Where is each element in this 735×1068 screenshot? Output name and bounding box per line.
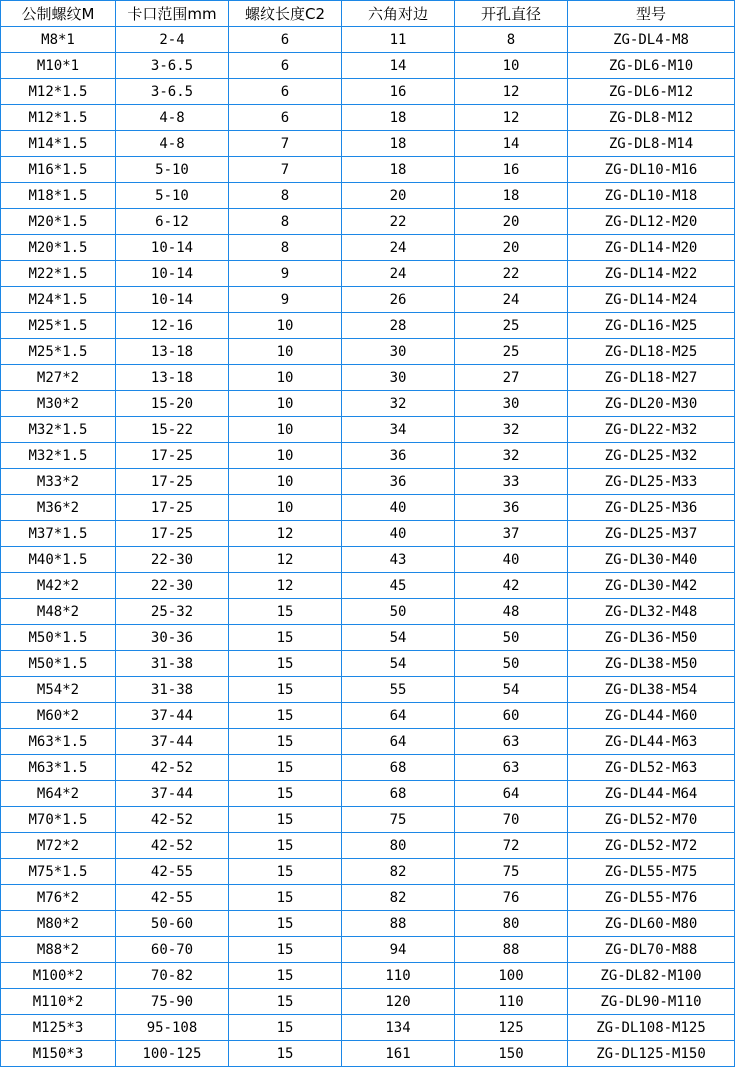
cell-thread-length: 10 [229, 365, 342, 391]
table-row [1, 183, 735, 209]
table-row [1, 781, 735, 807]
cell-clamp-range: 3-6.5 [116, 53, 229, 79]
table-row [1, 703, 735, 729]
header-model: 型号 [568, 1, 735, 27]
cell-hole-diameter: 22 [455, 261, 568, 287]
table-row [1, 729, 735, 755]
cell-hex-across-flats: 55 [342, 677, 455, 703]
cell-model: ZG-DL38-M54 [568, 677, 735, 703]
table-row [1, 365, 735, 391]
cell-clamp-range: 31-38 [116, 677, 229, 703]
cell-thread: M54*2 [1, 677, 116, 703]
cell-clamp-range: 2-4 [116, 27, 229, 53]
cell-model: ZG-DL36-M50 [568, 625, 735, 651]
cell-hex-across-flats: 30 [342, 365, 455, 391]
cell-model: ZG-DL125-M150 [568, 1041, 735, 1067]
cell-clamp-range: 60-70 [116, 937, 229, 963]
cell-thread: M125*3 [1, 1015, 116, 1041]
cell-model: ZG-DL52-M70 [568, 807, 735, 833]
cell-hole-diameter: 60 [455, 703, 568, 729]
cell-thread: M18*1.5 [1, 183, 116, 209]
cell-model: ZG-DL70-M88 [568, 937, 735, 963]
cell-model: ZG-DL55-M76 [568, 885, 735, 911]
cell-hole-diameter: 72 [455, 833, 568, 859]
cell-hole-diameter: 36 [455, 495, 568, 521]
cell-hole-diameter: 12 [455, 105, 568, 131]
cell-thread-length: 10 [229, 339, 342, 365]
cell-model: ZG-DL14-M22 [568, 261, 735, 287]
cell-thread: M48*2 [1, 599, 116, 625]
cell-thread-length: 8 [229, 235, 342, 261]
table-row [1, 963, 735, 989]
cell-clamp-range: 31-38 [116, 651, 229, 677]
cell-hole-diameter: 37 [455, 521, 568, 547]
table-row [1, 339, 735, 365]
cell-thread-length: 6 [229, 53, 342, 79]
cell-model: ZG-DL18-M27 [568, 365, 735, 391]
cell-thread: M27*2 [1, 365, 116, 391]
cell-thread-length: 6 [229, 79, 342, 105]
cell-clamp-range: 3-6.5 [116, 79, 229, 105]
cell-hole-diameter: 20 [455, 235, 568, 261]
cell-hole-diameter: 125 [455, 1015, 568, 1041]
cell-model: ZG-DL18-M25 [568, 339, 735, 365]
cell-hex-across-flats: 30 [342, 339, 455, 365]
cell-clamp-range: 17-25 [116, 521, 229, 547]
cell-model: ZG-DL32-M48 [568, 599, 735, 625]
cell-hole-diameter: 42 [455, 573, 568, 599]
cell-hole-diameter: 110 [455, 989, 568, 1015]
cell-thread-length: 12 [229, 547, 342, 573]
cell-clamp-range: 12-16 [116, 313, 229, 339]
cell-hex-across-flats: 134 [342, 1015, 455, 1041]
cell-hole-diameter: 20 [455, 209, 568, 235]
cell-hole-diameter: 88 [455, 937, 568, 963]
cell-clamp-range: 15-22 [116, 417, 229, 443]
cell-thread-length: 15 [229, 755, 342, 781]
cell-clamp-range: 22-30 [116, 573, 229, 599]
cell-hex-across-flats: 94 [342, 937, 455, 963]
cell-thread: M60*2 [1, 703, 116, 729]
cell-thread: M22*1.5 [1, 261, 116, 287]
header-hole-diameter: 开孔直径 [455, 1, 568, 27]
table-row [1, 79, 735, 105]
cell-hex-across-flats: 18 [342, 157, 455, 183]
cell-hole-diameter: 100 [455, 963, 568, 989]
cell-model: ZG-DL52-M72 [568, 833, 735, 859]
cell-thread: M25*1.5 [1, 339, 116, 365]
cell-thread-length: 6 [229, 105, 342, 131]
cell-thread-length: 15 [229, 599, 342, 625]
cell-thread-length: 10 [229, 495, 342, 521]
table-row [1, 573, 735, 599]
cell-thread-length: 15 [229, 1015, 342, 1041]
cell-model: ZG-DL4-M8 [568, 27, 735, 53]
cell-thread: M80*2 [1, 911, 116, 937]
cell-hole-diameter: 63 [455, 729, 568, 755]
cell-hex-across-flats: 28 [342, 313, 455, 339]
cell-clamp-range: 4-8 [116, 105, 229, 131]
cell-hex-across-flats: 82 [342, 885, 455, 911]
cell-hex-across-flats: 20 [342, 183, 455, 209]
cell-thread-length: 15 [229, 651, 342, 677]
cell-model: ZG-DL60-M80 [568, 911, 735, 937]
table-row [1, 391, 735, 417]
cell-hex-across-flats: 45 [342, 573, 455, 599]
table-row [1, 1015, 735, 1041]
table-row [1, 495, 735, 521]
cell-thread: M8*1 [1, 27, 116, 53]
cell-model: ZG-DL8-M12 [568, 105, 735, 131]
cell-hole-diameter: 18 [455, 183, 568, 209]
cell-hex-across-flats: 18 [342, 131, 455, 157]
table-row [1, 833, 735, 859]
cell-thread: M33*2 [1, 469, 116, 495]
cell-hole-diameter: 32 [455, 417, 568, 443]
cell-hex-across-flats: 34 [342, 417, 455, 443]
cell-hex-across-flats: 64 [342, 729, 455, 755]
cell-model: ZG-DL30-M42 [568, 573, 735, 599]
cell-clamp-range: 22-30 [116, 547, 229, 573]
cell-thread: M70*1.5 [1, 807, 116, 833]
cell-hex-across-flats: 80 [342, 833, 455, 859]
cell-hole-diameter: 40 [455, 547, 568, 573]
cell-thread: M12*1.5 [1, 105, 116, 131]
table-row [1, 105, 735, 131]
cell-hole-diameter: 16 [455, 157, 568, 183]
cell-hex-across-flats: 64 [342, 703, 455, 729]
cell-hex-across-flats: 43 [342, 547, 455, 573]
cell-thread-length: 8 [229, 209, 342, 235]
table-row [1, 157, 735, 183]
cell-thread: M20*1.5 [1, 209, 116, 235]
cell-clamp-range: 37-44 [116, 703, 229, 729]
cell-thread: M64*2 [1, 781, 116, 807]
cell-model: ZG-DL25-M33 [568, 469, 735, 495]
table-row [1, 313, 735, 339]
cell-hole-diameter: 33 [455, 469, 568, 495]
cell-thread-length: 15 [229, 781, 342, 807]
cell-clamp-range: 95-108 [116, 1015, 229, 1041]
cell-hole-diameter: 25 [455, 339, 568, 365]
table-row [1, 235, 735, 261]
cell-hole-diameter: 150 [455, 1041, 568, 1067]
cell-thread-length: 15 [229, 833, 342, 859]
table-row [1, 677, 735, 703]
cell-clamp-range: 30-36 [116, 625, 229, 651]
cell-thread: M24*1.5 [1, 287, 116, 313]
cell-model: ZG-DL10-M18 [568, 183, 735, 209]
cell-model: ZG-DL10-M16 [568, 157, 735, 183]
cell-thread-length: 12 [229, 521, 342, 547]
table-row [1, 53, 735, 79]
cell-thread-length: 9 [229, 287, 342, 313]
cell-clamp-range: 42-52 [116, 833, 229, 859]
cell-hex-across-flats: 24 [342, 261, 455, 287]
cell-hole-diameter: 76 [455, 885, 568, 911]
table-row [1, 807, 735, 833]
table-row [1, 859, 735, 885]
table-row [1, 417, 735, 443]
cell-clamp-range: 10-14 [116, 287, 229, 313]
cell-model: ZG-DL14-M24 [568, 287, 735, 313]
cell-hole-diameter: 63 [455, 755, 568, 781]
cell-hex-across-flats: 36 [342, 443, 455, 469]
cell-thread-length: 7 [229, 157, 342, 183]
cell-hex-across-flats: 16 [342, 79, 455, 105]
table-row [1, 989, 735, 1015]
cell-hole-diameter: 70 [455, 807, 568, 833]
table-row [1, 443, 735, 469]
cell-model: ZG-DL8-M14 [568, 131, 735, 157]
cell-clamp-range: 42-52 [116, 755, 229, 781]
cell-clamp-range: 100-125 [116, 1041, 229, 1067]
cell-hex-across-flats: 26 [342, 287, 455, 313]
cell-thread-length: 15 [229, 807, 342, 833]
cell-hex-across-flats: 40 [342, 521, 455, 547]
cell-thread: M72*2 [1, 833, 116, 859]
cell-hex-across-flats: 68 [342, 781, 455, 807]
cell-thread: M37*1.5 [1, 521, 116, 547]
cell-model: ZG-DL38-M50 [568, 651, 735, 677]
cell-thread: M75*1.5 [1, 859, 116, 885]
cell-clamp-range: 75-90 [116, 989, 229, 1015]
cell-clamp-range: 13-18 [116, 339, 229, 365]
cell-thread: M42*2 [1, 573, 116, 599]
cell-thread: M36*2 [1, 495, 116, 521]
cell-thread-length: 15 [229, 885, 342, 911]
cell-thread-length: 15 [229, 1041, 342, 1067]
cell-model: ZG-DL44-M60 [568, 703, 735, 729]
cell-thread-length: 10 [229, 443, 342, 469]
cell-thread: M88*2 [1, 937, 116, 963]
cell-thread: M150*3 [1, 1041, 116, 1067]
cell-hole-diameter: 27 [455, 365, 568, 391]
header-clamp-range: 卡口范围mm [116, 1, 229, 27]
cell-hex-across-flats: 82 [342, 859, 455, 885]
cell-thread-length: 15 [229, 703, 342, 729]
table-row [1, 521, 735, 547]
cell-thread-length: 10 [229, 417, 342, 443]
cell-model: ZG-DL6-M10 [568, 53, 735, 79]
cell-hex-across-flats: 110 [342, 963, 455, 989]
cell-clamp-range: 17-25 [116, 495, 229, 521]
cell-thread-length: 8 [229, 183, 342, 209]
cell-model: ZG-DL12-M20 [568, 209, 735, 235]
cell-hex-across-flats: 11 [342, 27, 455, 53]
cell-thread-length: 7 [229, 131, 342, 157]
cell-thread-length: 15 [229, 963, 342, 989]
cell-clamp-range: 10-14 [116, 261, 229, 287]
cell-thread: M110*2 [1, 989, 116, 1015]
cell-thread: M16*1.5 [1, 157, 116, 183]
cell-thread: M25*1.5 [1, 313, 116, 339]
cell-hole-diameter: 12 [455, 79, 568, 105]
cell-clamp-range: 17-25 [116, 469, 229, 495]
header-thread-length: 螺纹长度C2 [229, 1, 342, 27]
table-row [1, 755, 735, 781]
cell-hole-diameter: 30 [455, 391, 568, 417]
cell-hole-diameter: 50 [455, 625, 568, 651]
cell-model: ZG-DL52-M63 [568, 755, 735, 781]
cell-hole-diameter: 24 [455, 287, 568, 313]
table-row [1, 599, 735, 625]
table-row [1, 131, 735, 157]
cell-thread-length: 10 [229, 313, 342, 339]
cell-clamp-range: 50-60 [116, 911, 229, 937]
cell-model: ZG-DL44-M64 [568, 781, 735, 807]
cell-model: ZG-DL22-M32 [568, 417, 735, 443]
cell-model: ZG-DL30-M40 [568, 547, 735, 573]
cell-hex-across-flats: 75 [342, 807, 455, 833]
cell-thread: M50*1.5 [1, 651, 116, 677]
table-row [1, 209, 735, 235]
cell-thread: M100*2 [1, 963, 116, 989]
cell-hex-across-flats: 88 [342, 911, 455, 937]
table-row [1, 547, 735, 573]
cell-hole-diameter: 32 [455, 443, 568, 469]
cell-hex-across-flats: 24 [342, 235, 455, 261]
cell-model: ZG-DL55-M75 [568, 859, 735, 885]
cell-clamp-range: 6-12 [116, 209, 229, 235]
table-row [1, 911, 735, 937]
cell-hole-diameter: 80 [455, 911, 568, 937]
header-hex-across-flats: 六角对边 [342, 1, 455, 27]
cell-thread: M12*1.5 [1, 79, 116, 105]
cell-clamp-range: 4-8 [116, 131, 229, 157]
cell-clamp-range: 5-10 [116, 183, 229, 209]
cell-thread-length: 10 [229, 391, 342, 417]
cell-thread-length: 12 [229, 573, 342, 599]
cell-model: ZG-DL6-M12 [568, 79, 735, 105]
cell-thread-length: 15 [229, 729, 342, 755]
table-row [1, 27, 735, 53]
table-row [1, 469, 735, 495]
table-body [1, 27, 735, 1067]
cell-clamp-range: 70-82 [116, 963, 229, 989]
cell-model: ZG-DL14-M20 [568, 235, 735, 261]
cell-thread-length: 6 [229, 27, 342, 53]
cell-clamp-range: 5-10 [116, 157, 229, 183]
cell-hex-across-flats: 40 [342, 495, 455, 521]
cell-hex-across-flats: 50 [342, 599, 455, 625]
cell-thread-length: 10 [229, 469, 342, 495]
table-row [1, 1041, 735, 1067]
cell-clamp-range: 42-52 [116, 807, 229, 833]
cell-thread: M32*1.5 [1, 417, 116, 443]
table-row [1, 651, 735, 677]
table-row [1, 261, 735, 287]
cell-clamp-range: 37-44 [116, 729, 229, 755]
cell-clamp-range: 42-55 [116, 885, 229, 911]
cell-clamp-range: 15-20 [116, 391, 229, 417]
cell-thread: M50*1.5 [1, 625, 116, 651]
cell-hex-across-flats: 36 [342, 469, 455, 495]
cell-model: ZG-DL44-M63 [568, 729, 735, 755]
cell-model: ZG-DL16-M25 [568, 313, 735, 339]
cell-clamp-range: 25-32 [116, 599, 229, 625]
cell-hole-diameter: 75 [455, 859, 568, 885]
cell-hex-across-flats: 32 [342, 391, 455, 417]
cell-hole-diameter: 48 [455, 599, 568, 625]
table-row [1, 885, 735, 911]
cell-thread: M76*2 [1, 885, 116, 911]
cell-hex-across-flats: 14 [342, 53, 455, 79]
table-row [1, 287, 735, 313]
cell-thread: M63*1.5 [1, 755, 116, 781]
header-row [1, 1, 735, 27]
cell-model: ZG-DL20-M30 [568, 391, 735, 417]
cell-model: ZG-DL82-M100 [568, 963, 735, 989]
cell-clamp-range: 13-18 [116, 365, 229, 391]
cell-thread-length: 15 [229, 677, 342, 703]
cell-thread: M20*1.5 [1, 235, 116, 261]
cell-hole-diameter: 8 [455, 27, 568, 53]
cell-model: ZG-DL25-M36 [568, 495, 735, 521]
cell-thread: M30*2 [1, 391, 116, 417]
cell-hex-across-flats: 120 [342, 989, 455, 1015]
cell-thread: M32*1.5 [1, 443, 116, 469]
cell-hex-across-flats: 161 [342, 1041, 455, 1067]
cell-model: ZG-DL25-M32 [568, 443, 735, 469]
cell-thread-length: 15 [229, 989, 342, 1015]
cell-thread-length: 15 [229, 625, 342, 651]
cell-thread-length: 9 [229, 261, 342, 287]
cell-hole-diameter: 54 [455, 677, 568, 703]
cell-hex-across-flats: 22 [342, 209, 455, 235]
cell-model: ZG-DL25-M37 [568, 521, 735, 547]
cell-hole-diameter: 14 [455, 131, 568, 157]
cell-clamp-range: 37-44 [116, 781, 229, 807]
header-thread: 公制螺纹M [1, 1, 116, 27]
cell-thread: M63*1.5 [1, 729, 116, 755]
cell-hole-diameter: 25 [455, 313, 568, 339]
table-row [1, 625, 735, 651]
cell-model: ZG-DL108-M125 [568, 1015, 735, 1041]
cell-hex-across-flats: 18 [342, 105, 455, 131]
cell-clamp-range: 10-14 [116, 235, 229, 261]
cell-hole-diameter: 10 [455, 53, 568, 79]
cell-thread-length: 15 [229, 859, 342, 885]
cell-model: ZG-DL90-M110 [568, 989, 735, 1015]
cell-thread: M40*1.5 [1, 547, 116, 573]
cell-thread: M10*1 [1, 53, 116, 79]
cell-clamp-range: 42-55 [116, 859, 229, 885]
cell-clamp-range: 17-25 [116, 443, 229, 469]
cell-hole-diameter: 50 [455, 651, 568, 677]
cell-hex-across-flats: 54 [342, 625, 455, 651]
cell-thread-length: 15 [229, 937, 342, 963]
cell-thread-length: 15 [229, 911, 342, 937]
cell-hole-diameter: 64 [455, 781, 568, 807]
cell-hex-across-flats: 68 [342, 755, 455, 781]
cell-hex-across-flats: 54 [342, 651, 455, 677]
table-row [1, 937, 735, 963]
cell-thread: M14*1.5 [1, 131, 116, 157]
